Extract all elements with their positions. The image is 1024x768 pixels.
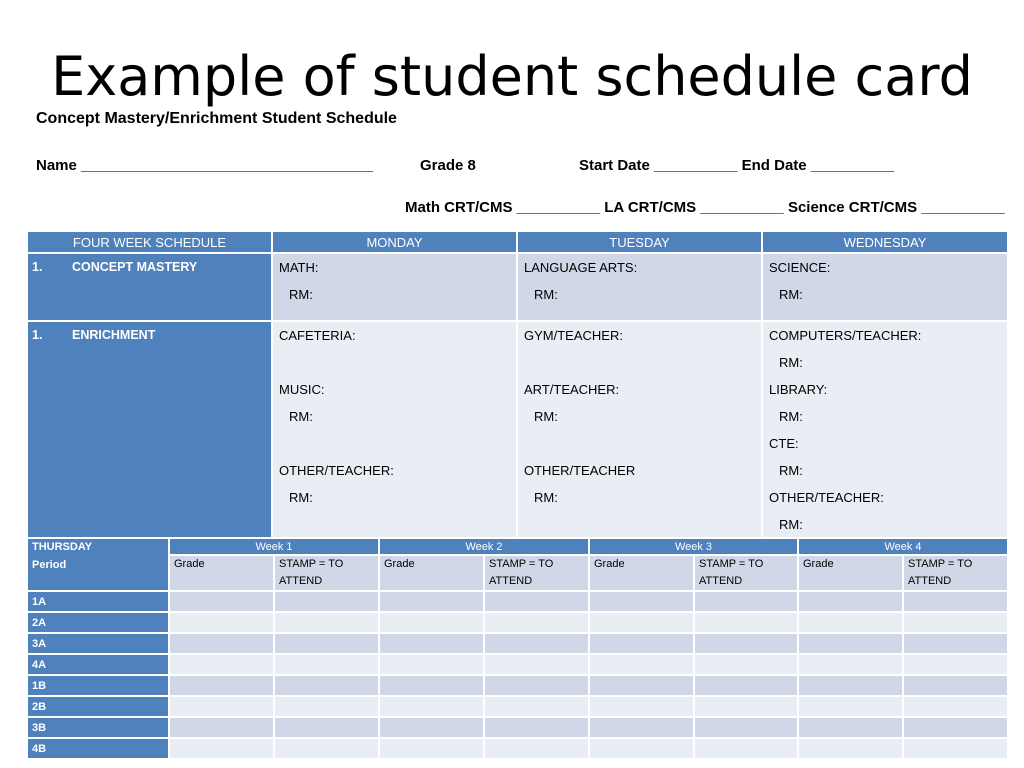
- stamp-cell: [903, 675, 1008, 696]
- period-label-cell: 4B: [27, 738, 169, 759]
- cell-line: COMPUTERS/TEACHER:: [769, 328, 922, 343]
- stamp-cell: [274, 654, 379, 675]
- cell-line: [524, 355, 755, 382]
- cell-line: RM:: [779, 463, 803, 478]
- row-number: 1.: [32, 328, 43, 342]
- grade-cell: [798, 612, 903, 633]
- row-label: CONCEPT MASTERY: [72, 260, 198, 274]
- cell-line: CAFETERIA:: [279, 328, 356, 343]
- stamp-cell: [484, 738, 589, 759]
- cell-line: [279, 436, 510, 463]
- grade-cell: [169, 591, 274, 612]
- cm-wednesday-cell: [762, 253, 1008, 321]
- crt-line: Math CRT/CMS __________ LA CRT/CMS __________ Science CRT/CMS __________: [405, 199, 1005, 216]
- stamp-cell: [274, 633, 379, 654]
- cell-line: ART/TEACHER:: [524, 382, 620, 397]
- stamp-cell: [274, 738, 379, 759]
- grade-cell: [798, 738, 903, 759]
- en-monday-cell: [272, 321, 517, 551]
- period-label-cell: 1A: [27, 591, 169, 612]
- period-rows: [27, 591, 1008, 759]
- grade-cell: [379, 591, 484, 612]
- stamp-cell: [694, 717, 798, 738]
- stamp-cell: [484, 612, 589, 633]
- cell-line: [279, 355, 510, 382]
- cell-line: LIBRARY:: [769, 382, 828, 397]
- schedule-header-row: [27, 231, 1008, 253]
- stamp-cell: [903, 591, 1008, 612]
- cm-monday-cell: [272, 253, 517, 321]
- header-four-week: FOUR WEEK SCHEDULE: [27, 231, 272, 253]
- grade-cell: [798, 591, 903, 612]
- stamp-cell: [694, 654, 798, 675]
- period-label: Period: [32, 559, 67, 571]
- period-row: [27, 675, 1008, 696]
- row-number: 1.: [32, 260, 43, 274]
- cell-line: RM:: [289, 490, 313, 505]
- stamp-cell: [903, 633, 1008, 654]
- cell-line: LANGUAGE ARTS:: [524, 260, 638, 275]
- cell-line: RM:: [534, 287, 558, 302]
- thursday-corner-cell: [27, 538, 169, 591]
- stamp-cell: [694, 675, 798, 696]
- grade-cell: [169, 717, 274, 738]
- cell-line: [524, 436, 755, 463]
- stamp-subheader: STAMP = TO ATTEND: [274, 555, 379, 591]
- grade-cell: [589, 738, 694, 759]
- stamp-cell: [274, 612, 379, 633]
- grade-cell: [379, 738, 484, 759]
- en-wednesday-cell: [762, 321, 1008, 551]
- grade-label: Grade 8: [420, 157, 476, 174]
- enrichment-row: [27, 321, 1008, 551]
- cell-line: RM:: [779, 287, 803, 302]
- enrichment-label-cell: [27, 321, 272, 551]
- period-row: [27, 633, 1008, 654]
- grade-cell: [169, 612, 274, 633]
- subheader-row: [27, 555, 1008, 591]
- grade-cell: [379, 654, 484, 675]
- period-row: [27, 591, 1008, 612]
- grade-cell: [798, 633, 903, 654]
- stamp-cell: [694, 612, 798, 633]
- row-label: ENRICHMENT: [72, 328, 156, 342]
- period-row: [27, 717, 1008, 738]
- grade-cell: [169, 675, 274, 696]
- stamp-cell: [484, 654, 589, 675]
- period-label-cell: 2A: [27, 612, 169, 633]
- grade-cell: [169, 633, 274, 654]
- stamp-cell: [903, 696, 1008, 717]
- stamp-cell: [694, 696, 798, 717]
- grade-cell: [379, 612, 484, 633]
- grade-cell: [379, 717, 484, 738]
- thursday-label: THURSDAY: [32, 541, 93, 553]
- grade-cell: [798, 717, 903, 738]
- grade-cell: [589, 612, 694, 633]
- header-monday: MONDAY: [272, 231, 517, 253]
- stamp-cell: [274, 717, 379, 738]
- grade-cell: [798, 654, 903, 675]
- header-week-4: Week 4: [798, 538, 1008, 555]
- four-week-schedule-table: [26, 230, 1009, 552]
- en-tuesday-cell: [517, 321, 762, 551]
- header-wednesday: WEDNESDAY: [762, 231, 1008, 253]
- grade-cell: [589, 717, 694, 738]
- grade-subheader: Grade: [379, 555, 484, 591]
- grade-cell: [169, 654, 274, 675]
- period-label-cell: 3B: [27, 717, 169, 738]
- stamp-cell: [694, 738, 798, 759]
- stamp-cell: [274, 591, 379, 612]
- cell-line: SCIENCE:: [769, 260, 831, 275]
- grade-subheader: Grade: [798, 555, 903, 591]
- cell-line: GYM/TEACHER:: [524, 328, 623, 343]
- grade-cell: [589, 654, 694, 675]
- grade-cell: [589, 675, 694, 696]
- period-label-cell: 4A: [27, 654, 169, 675]
- stamp-subheader: STAMP = TO ATTEND: [694, 555, 798, 591]
- period-label-cell: 3A: [27, 633, 169, 654]
- stamp-cell: [484, 633, 589, 654]
- period-row: [27, 738, 1008, 759]
- grade-cell: [798, 696, 903, 717]
- cell-line: RM:: [779, 409, 803, 424]
- period-label-cell: 2B: [27, 696, 169, 717]
- cell-line: RM:: [289, 287, 313, 302]
- cell-line: CTE:: [769, 436, 799, 451]
- stamp-cell: [484, 696, 589, 717]
- period-row: [27, 654, 1008, 675]
- stamp-cell: [484, 591, 589, 612]
- stamp-cell: [694, 633, 798, 654]
- period-label-cell: 1B: [27, 675, 169, 696]
- period-row: [27, 612, 1008, 633]
- grade-cell: [798, 675, 903, 696]
- stamp-cell: [274, 675, 379, 696]
- cell-line: OTHER/TEACHER: [524, 463, 636, 478]
- grade-cell: [169, 738, 274, 759]
- stamp-subheader: STAMP = TO ATTEND: [484, 555, 589, 591]
- concept-mastery-row: [27, 253, 1008, 321]
- cell-line: RM:: [779, 355, 803, 370]
- concept-mastery-label-cell: [27, 253, 272, 321]
- header-week-2: Week 2: [379, 538, 589, 555]
- stamp-subheader: STAMP = TO ATTEND: [903, 555, 1008, 591]
- stamp-cell: [903, 738, 1008, 759]
- header-week-1: Week 1: [169, 538, 379, 555]
- grade-cell: [589, 591, 694, 612]
- dates-label: Start Date __________ End Date __________: [579, 157, 895, 174]
- stamp-cell: [903, 612, 1008, 633]
- header-week-3: Week 3: [589, 538, 798, 555]
- cell-line: MUSIC:: [279, 382, 325, 397]
- stamp-cell: [903, 717, 1008, 738]
- cm-tuesday-cell: [517, 253, 762, 321]
- grade-cell: [379, 696, 484, 717]
- cell-line: OTHER/TEACHER:: [769, 490, 884, 505]
- cell-line: MATH:: [279, 260, 319, 275]
- grade-cell: [169, 696, 274, 717]
- stamp-cell: [484, 717, 589, 738]
- thursday-attendance-table: [26, 537, 1009, 760]
- stamp-cell: [274, 696, 379, 717]
- grade-cell: [589, 633, 694, 654]
- cell-line: RM:: [534, 409, 558, 424]
- header-tuesday: TUESDAY: [517, 231, 762, 253]
- grade-subheader: Grade: [169, 555, 274, 591]
- schedule-subtitle: Concept Mastery/Enrichment Student Schedule: [36, 110, 397, 127]
- grade-cell: [589, 696, 694, 717]
- grade-cell: [379, 675, 484, 696]
- stamp-cell: [484, 675, 589, 696]
- cell-line: RM:: [289, 409, 313, 424]
- cell-line: RM:: [779, 517, 803, 532]
- stamp-cell: [903, 654, 1008, 675]
- grade-cell: [379, 633, 484, 654]
- grade-subheader: Grade: [589, 555, 694, 591]
- stamp-cell: [694, 591, 798, 612]
- slide-title: Example of student schedule card: [51, 45, 973, 108]
- cell-line: OTHER/TEACHER:: [279, 463, 394, 478]
- week-header-row: [27, 538, 1008, 555]
- cell-line: RM:: [534, 490, 558, 505]
- period-row: [27, 696, 1008, 717]
- name-field-label: Name ___________________________________: [36, 157, 374, 174]
